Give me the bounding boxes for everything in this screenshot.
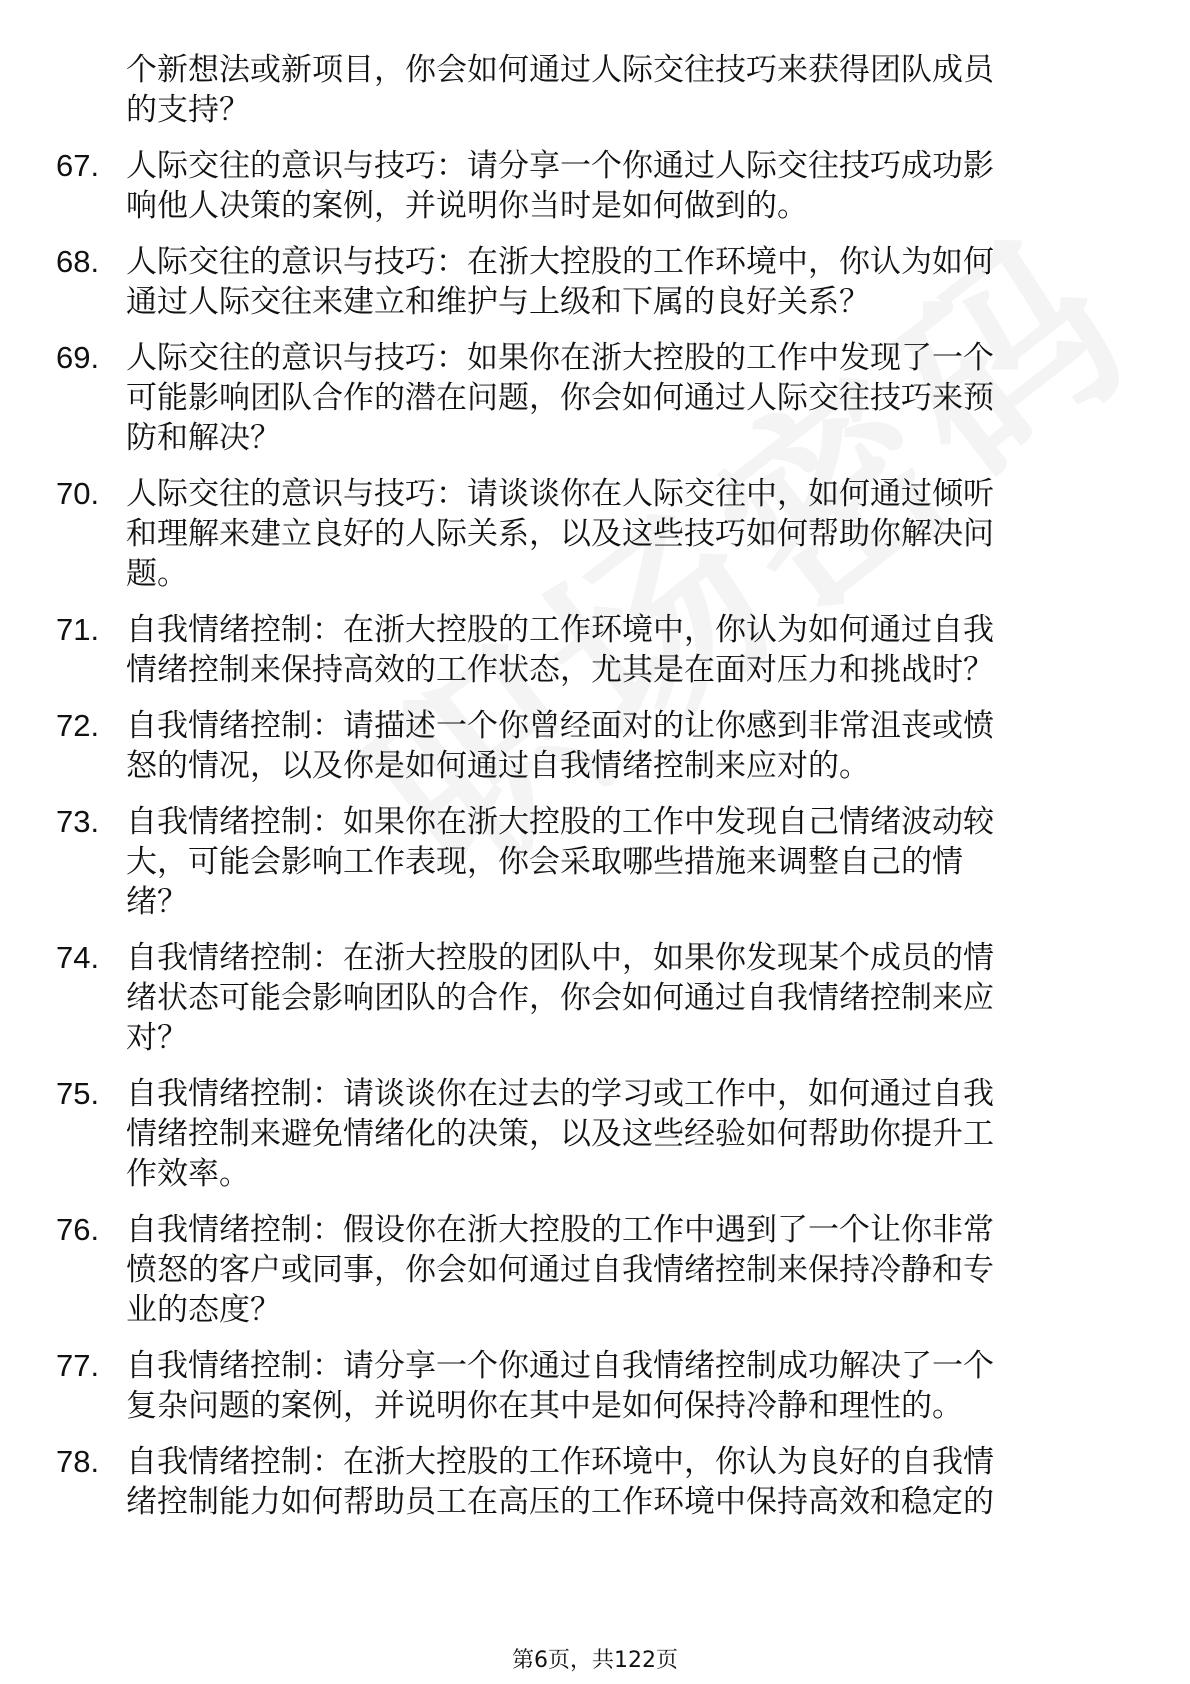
question-line: 怒的情况，以及你是如何通过自我情绪控制来应对的。 <box>126 748 870 784</box>
question-line: 题。 <box>126 556 188 592</box>
question-line: 自我情绪控制：请分享一个你通过自我情绪控制成功解决了一个 <box>126 1348 994 1384</box>
question-number: 71. <box>56 612 100 647</box>
question-line: 自我情绪控制：假设你在浙大控股的工作中遇到了一个让你非常 <box>126 1212 994 1248</box>
question-number: 70. <box>56 476 100 511</box>
question-line: 防和解决？ <box>126 420 281 456</box>
question-number: 78. <box>56 1444 100 1479</box>
question-line: 绪状态可能会影响团队的合作，你会如何通过自我情绪控制来应 <box>126 980 994 1016</box>
question-line: 对？ <box>126 1020 188 1056</box>
question-line: 人际交往的意识与技巧：请分享一个你通过人际交往技巧成功影 <box>126 148 994 184</box>
question-number: 74. <box>56 940 100 975</box>
question-line: 人际交往的意识与技巧：在浙大控股的工作环境中，你认为如何 <box>126 244 994 280</box>
question-line: 通过人际交往来建立和维护与上级和下属的良好关系？ <box>126 284 870 320</box>
question-line: 可能影响团队合作的潜在问题，你会如何通过人际交往技巧来预 <box>126 380 994 416</box>
question-line: 绪？ <box>126 884 188 920</box>
question-line: 情绪控制来避免情绪化的决策，以及这些经验如何帮助你提升工 <box>126 1116 994 1152</box>
question-number: 73. <box>56 804 100 839</box>
question-line: 和理解来建立良好的人际关系，以及这些技巧如何帮助你解决问 <box>126 516 994 552</box>
continuation-line-1: 个新想法或新项目，你会如何通过人际交往技巧来获得团队成员 <box>126 52 994 88</box>
question-line: 人际交往的意识与技巧：请谈谈你在人际交往中，如何通过倾听 <box>126 476 994 512</box>
question-line: 自我情绪控制：在浙大控股的团队中，如果你发现某个成员的情 <box>126 940 994 976</box>
question-line: 响他人决策的案例，并说明你当时是如何做到的。 <box>126 188 808 224</box>
question-number: 75. <box>56 1076 100 1111</box>
page-footer: 第6页，共122页 <box>512 1648 678 1673</box>
question-number: 77. <box>56 1348 100 1383</box>
question-number: 76. <box>56 1212 100 1247</box>
question-line: 大，可能会影响工作表现，你会采取哪些措施来调整自己的情 <box>126 844 963 880</box>
question-number: 67. <box>56 148 100 183</box>
question-line: 自我情绪控制：在浙大控股的工作环境中，你认为如何通过自我 <box>126 612 994 648</box>
question-line: 人际交往的意识与技巧：如果你在浙大控股的工作中发现了一个 <box>126 340 994 376</box>
question-line: 情绪控制来保持高效的工作状态，尤其是在面对压力和挑战时？ <box>126 652 994 688</box>
question-line: 作效率。 <box>126 1156 250 1192</box>
question-line: 自我情绪控制：如果你在浙大控股的工作中发现自己情绪波动较 <box>126 804 994 840</box>
question-line: 自我情绪控制：请谈谈你在过去的学习或工作中，如何通过自我 <box>126 1076 994 1112</box>
question-number: 68. <box>56 244 100 279</box>
question-number: 69. <box>56 340 100 375</box>
question-line: 绪控制能力如何帮助员工在高压的工作环境中保持高效和稳定的 <box>126 1484 994 1520</box>
question-line: 自我情绪控制：请描述一个你曾经面对的让你感到非常沮丧或愤 <box>126 708 994 744</box>
question-line: 自我情绪控制：在浙大控股的工作环境中，你认为良好的自我情 <box>126 1444 994 1480</box>
question-line: 复杂问题的案例，并说明你在其中是如何保持冷静和理性的。 <box>126 1388 963 1424</box>
question-line: 业的态度？ <box>126 1292 281 1328</box>
question-line: 愤怒的客户或同事，你会如何通过自我情绪控制来保持冷静和专 <box>126 1252 994 1288</box>
question-number: 72. <box>56 708 100 743</box>
continuation-line-2: 的支持？ <box>126 92 250 128</box>
